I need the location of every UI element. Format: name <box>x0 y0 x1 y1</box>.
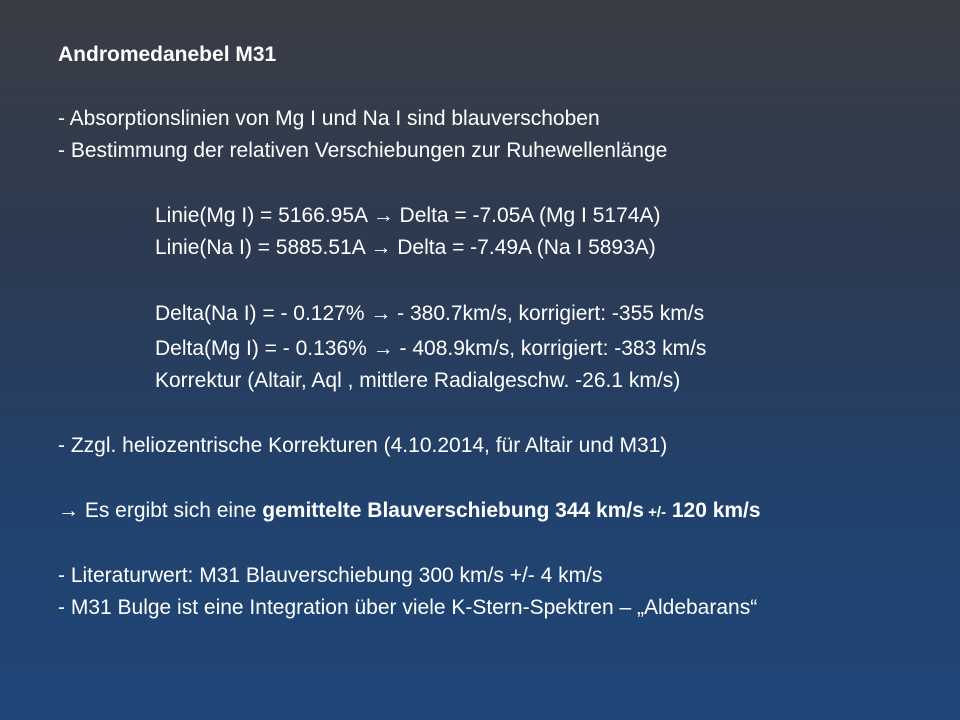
bullet-heliocentric: - Zzgl. heliozentrische Korrekturen (4.10.2014, für Altair und M31) <box>58 434 668 457</box>
result-value: gemittelte Blauverschiebung 344 km/s <box>262 499 644 522</box>
slide-title: Andromedanebel M31 <box>58 43 277 66</box>
bullet-literature: - Literaturwert: M31 Blauverschiebung 300 km/s +/- 4 km/s <box>58 564 603 587</box>
line-na: Linie(Na I) = 5885.51A → Delta = -7.49A (Na I 5893A) <box>155 236 656 259</box>
result-prefix: Es ergibt sich eine <box>79 499 263 522</box>
arrow-icon: → <box>58 499 79 522</box>
line-mg: Linie(Mg I) = 5166.95A → Delta = -7.05A (Mg I 5174A) <box>155 204 661 227</box>
bullet-determination: - Bestimmung der relativen Verschiebungen zur Ruhewellenlänge <box>58 139 668 162</box>
delta-mg: Delta(Mg I) = - 0.136% → - 408.9km/s, korrigiert: -383 km/s <box>155 337 707 360</box>
bullet-absorption: - Absorptionslinien von Mg I und Na I sind blauverschoben <box>58 107 600 130</box>
result-line <box>58 498 761 526</box>
result-pm: +/- <box>643 504 666 521</box>
result-error: 120 km/s <box>666 499 761 522</box>
correction-altair: Korrektur (Altair, Aql , mittlere Radialgeschw. -26.1 km/s) <box>155 369 681 392</box>
delta-na: Delta(Na I) = - 0.127% → - 380.7km/s, korrigiert: -355 km/s <box>155 302 705 325</box>
bullet-bulge: - M31 Bulge ist eine Integration über viele K-Stern-Spektren – „Aldebarans“ <box>58 596 758 619</box>
